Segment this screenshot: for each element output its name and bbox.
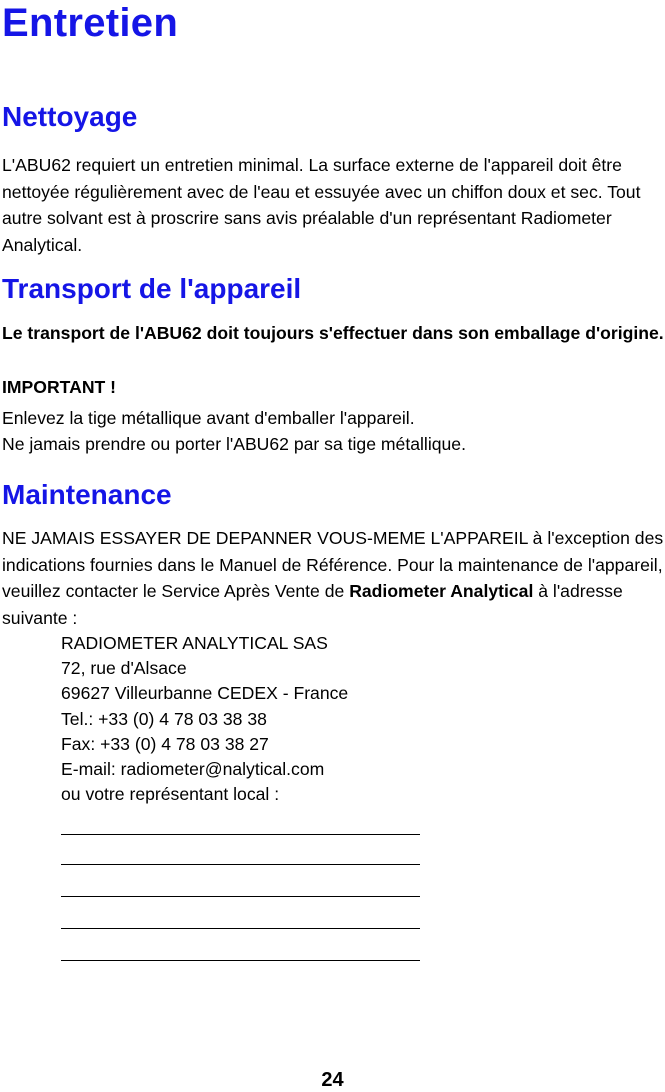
maintenance-body	[2, 525, 664, 631]
nettoyage-heading: Nettoyage	[2, 101, 138, 132]
address-tel: Tel.: +33 (0) 4 78 03 38 38	[61, 708, 267, 729]
address-street: 72, rue d'Alsace	[61, 658, 187, 679]
important-label: IMPORTANT !	[2, 377, 117, 397]
maintenance-heading: Maintenance	[2, 479, 172, 510]
transport-instruction-1: Enlevez la tige métallique avant d'emballer l'appareil.	[2, 408, 415, 428]
transport-instruction-2: Ne jamais prendre ou porter l'ABU62 par sa tige métallique.	[2, 434, 466, 454]
transport-heading: Transport de l'appareil	[2, 273, 302, 304]
page-title: Entretien	[2, 1, 179, 45]
page-number: 24	[321, 1069, 344, 1091]
maintenance-body-end: à l'adresse suivante :	[2, 581, 623, 628]
nettoyage-body: L'ABU62 requiert un entretien minimal. La surface externe de l'appareil doit être nettoyée régulièrement avec de l'eau et essuyée avec un chiffon doux et sec. Tout autre solvant est à proscrire sans avis préalable d'un représentant Radiometer Analytical.	[2, 155, 641, 255]
blank-fill-line	[61, 864, 420, 865]
transport-bold-statement: Le transport de l'ABU62 doit toujours s'effectuer dans son emballage d'origine.	[2, 323, 664, 343]
maintenance-body-company: Radiometer Analytical	[349, 581, 534, 602]
contact-address	[61, 631, 348, 807]
address-email: E-mail: radiometer@nalytical.com	[61, 759, 325, 780]
address-company: RADIOMETER ANALYTICAL SAS	[61, 633, 328, 653]
maintenance-body-intro: NE JAMAIS ESSAYER DE DEPANNER VOUS-MEME L'APPAREIL à l'exception des indications fournies dans le Manuel de Référence. Pour la maintenance de l'appareil, veuillez contacter le Service Après Vente de	[2, 528, 664, 602]
blank-fill-line	[61, 928, 420, 929]
address-city: 69627 Villeurbanne CEDEX - France	[61, 683, 349, 704]
blank-fill-line	[61, 960, 420, 961]
blank-fill-line	[61, 834, 420, 835]
blank-fill-line	[61, 896, 420, 897]
address-fax: Fax: +33 (0) 4 78 03 38 27	[61, 733, 269, 754]
address-local-representative: ou votre représentant local :	[61, 784, 280, 805]
